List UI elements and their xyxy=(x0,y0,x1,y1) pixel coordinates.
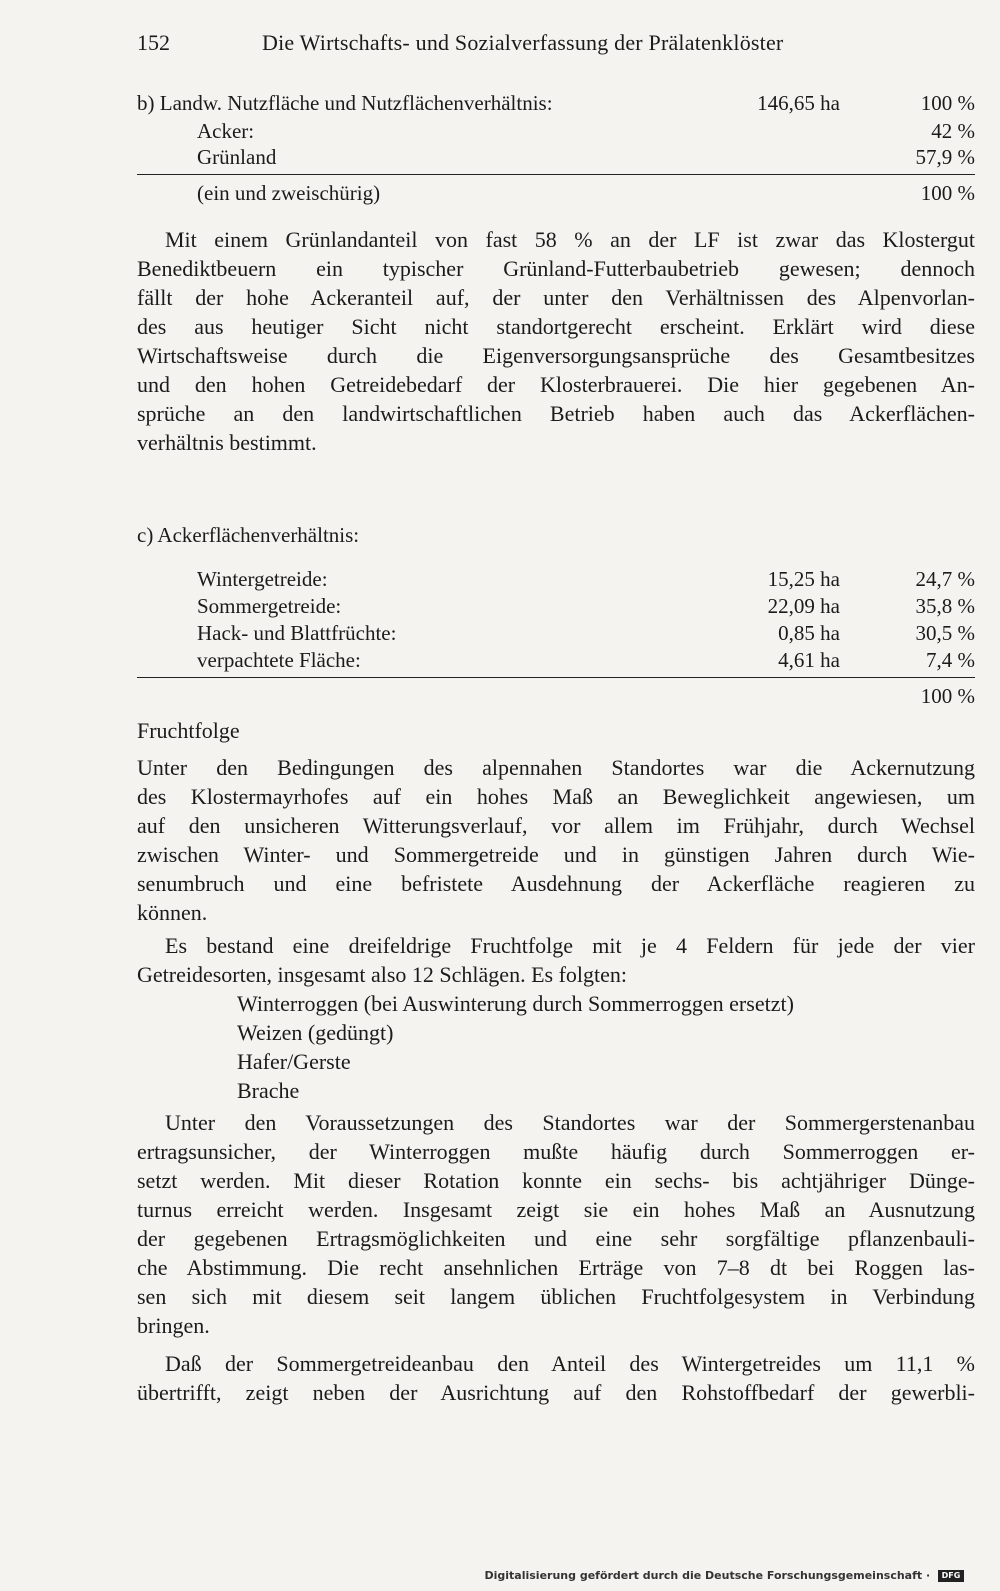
table-b-total xyxy=(137,181,975,209)
row-label: Hack- und Blattfrüchte: xyxy=(197,621,397,645)
text-line: Mit einem Grünlandanteil von fast 58 % an der LF ist zwar das Klostergut xyxy=(165,227,975,252)
table-b-row xyxy=(137,145,975,173)
row-percent: 42 % xyxy=(931,119,975,143)
text-line: Benediktbeuern ein typischer Grünland-Futterbaubetrieb gewesen; dennoch xyxy=(137,256,975,281)
text-line: des aus heutiger Sicht nicht standortgerecht erscheint. Erklärt wird diese xyxy=(137,314,975,339)
table-b-row xyxy=(137,91,975,119)
row-percent: 57,9 % xyxy=(915,145,975,169)
total-percent: 100 % xyxy=(920,684,975,708)
paragraph-2 xyxy=(137,753,975,927)
row-percent: 24,7 % xyxy=(915,567,975,591)
row-label: Acker: xyxy=(197,119,255,143)
row-label: Grünland xyxy=(197,145,277,169)
text-line: verhältnis bestimmt. xyxy=(137,430,317,455)
list-item: Weizen (gedüngt) xyxy=(237,1020,394,1045)
paragraph-3 xyxy=(137,931,975,989)
row-label: Sommergetreide: xyxy=(197,594,342,618)
table-c-total xyxy=(137,684,975,712)
text-line: der gegebenen Ertragsmöglichkeiten und eine sehr sorgfältige pflanzenbauli- xyxy=(137,1226,975,1251)
row-label: verpachtete Fläche: xyxy=(197,648,361,672)
total-label: (ein und zweischürig) xyxy=(197,181,381,205)
text-line: auf den unsicheren Witterungsverlauf, vor allem im Frühjahr, durch Wechsel xyxy=(137,813,975,838)
text-line: Wirtschaftsweise durch die Eigenversorgungsansprüche des Gesamtbesitzes xyxy=(137,343,975,368)
row-hectares: 146,65 ha xyxy=(757,91,840,115)
text-line: Daß der Sommergetreideanbau den Anteil des Wintergetreides um 11,1 % xyxy=(165,1351,975,1376)
text-line: turnus erreicht werden. Insgesamt zeigt sie ein hohes Maß an Ausnutzung xyxy=(137,1197,975,1222)
row-percent: 35,8 % xyxy=(915,594,975,618)
text-line: senumbruch und eine befristete Ausdehnung der Ackerfläche reagieren zu xyxy=(137,871,975,896)
text-line: fällt der hohe Ackeranteil auf, der unter den Verhältnissen des Alpenvorlan- xyxy=(137,285,975,310)
text-line: Es bestand eine dreifeldrige Fruchtfolge mit je 4 Feldern für jede der vier xyxy=(165,933,975,958)
footer-text: Digitalisierung gefördert durch die Deutsche Forschungsgemeinschaft · xyxy=(484,1569,931,1582)
text-line: sen sich mit diesem seit langem üblichen Fruchtfolgesystem in Verbindung xyxy=(137,1284,975,1309)
section-heading: Fruchtfolge xyxy=(137,718,240,743)
text-line: che Abstimmung. Die recht ansehnlichen Erträge von 7–8 dt bei Roggen las- xyxy=(137,1255,975,1280)
paragraph-1 xyxy=(137,225,975,457)
running-title: Die Wirtschafts- und Sozialverfassung der Prälatenklöster xyxy=(262,30,784,55)
text-line: sprüche an den landwirtschaftlichen Betrieb haben auch das Ackerflächen- xyxy=(137,401,975,426)
text-line: können. xyxy=(137,900,208,925)
text-line: zwischen Winter- und Sommergetreide und in günstigen Jahren durch Wie- xyxy=(137,842,975,867)
row-percent: 7,4 % xyxy=(926,648,975,672)
table-c-row xyxy=(137,648,975,676)
crop-rotation-list xyxy=(137,989,975,1105)
text-line: ertragsunsicher, der Winterroggen mußte häufig durch Sommerroggen er- xyxy=(137,1139,975,1164)
list-item: Brache xyxy=(237,1078,300,1103)
table-c-row xyxy=(137,621,975,649)
row-percent: 30,5 % xyxy=(915,621,975,645)
text-line: Unter den Bedingungen des alpennahen Standortes war die Ackernutzung xyxy=(137,755,975,780)
row-hectares: 0,85 ha xyxy=(778,621,840,645)
page-header xyxy=(137,30,975,60)
dfg-logo: DFG xyxy=(938,1570,964,1582)
page-number: 152 xyxy=(137,30,170,55)
text-line: setzt werden. Mit dieser Rotation konnte ein sechs- bis achtjähriger Dünge- xyxy=(137,1168,975,1193)
row-hectares: 15,25 ha xyxy=(767,567,840,591)
table-c-heading: c) Ackerflächenverhältnis: xyxy=(137,523,360,547)
text-line: bringen. xyxy=(137,1313,210,1338)
paragraph-5 xyxy=(137,1349,975,1407)
digitization-footer xyxy=(484,1569,964,1582)
row-hectares: 22,09 ha xyxy=(767,594,840,618)
row-percent: 100 % xyxy=(920,91,975,115)
total-percent: 100 % xyxy=(920,181,975,205)
text-line: und den hohen Getreidebedarf der Klosterbrauerei. Die hier gegebenen An- xyxy=(137,372,975,397)
table-b-rule xyxy=(137,174,975,175)
text-line: des Klostermayrhofes auf ein hohes Maß an Beweglichkeit angewiesen, um xyxy=(137,784,975,809)
table-c-title xyxy=(137,523,975,551)
list-item: Winterroggen (bei Auswinterung durch Sommerroggen ersetzt) xyxy=(237,991,794,1016)
text-line: Unter den Voraussetzungen des Standortes war der Sommergerstenanbau xyxy=(165,1110,975,1135)
text-line: Getreidesorten, insgesamt also 12 Schlägen. Es folgten: xyxy=(137,962,627,987)
table-c-row xyxy=(137,594,975,622)
table-c-row xyxy=(137,567,975,595)
table-c-rule xyxy=(137,677,975,678)
row-hectares: 4,61 ha xyxy=(778,648,840,672)
paragraph-4 xyxy=(137,1108,975,1340)
text-line: übertrifft, zeigt neben der Ausrichtung auf den Rohstoffbedarf der gewerbli- xyxy=(137,1380,975,1405)
table-b-row xyxy=(137,119,975,147)
row-label: b) Landw. Nutzfläche und Nutzflächenverhältnis: xyxy=(137,91,553,115)
row-label: Wintergetreide: xyxy=(197,567,328,591)
list-item: Hafer/Gerste xyxy=(237,1049,351,1074)
